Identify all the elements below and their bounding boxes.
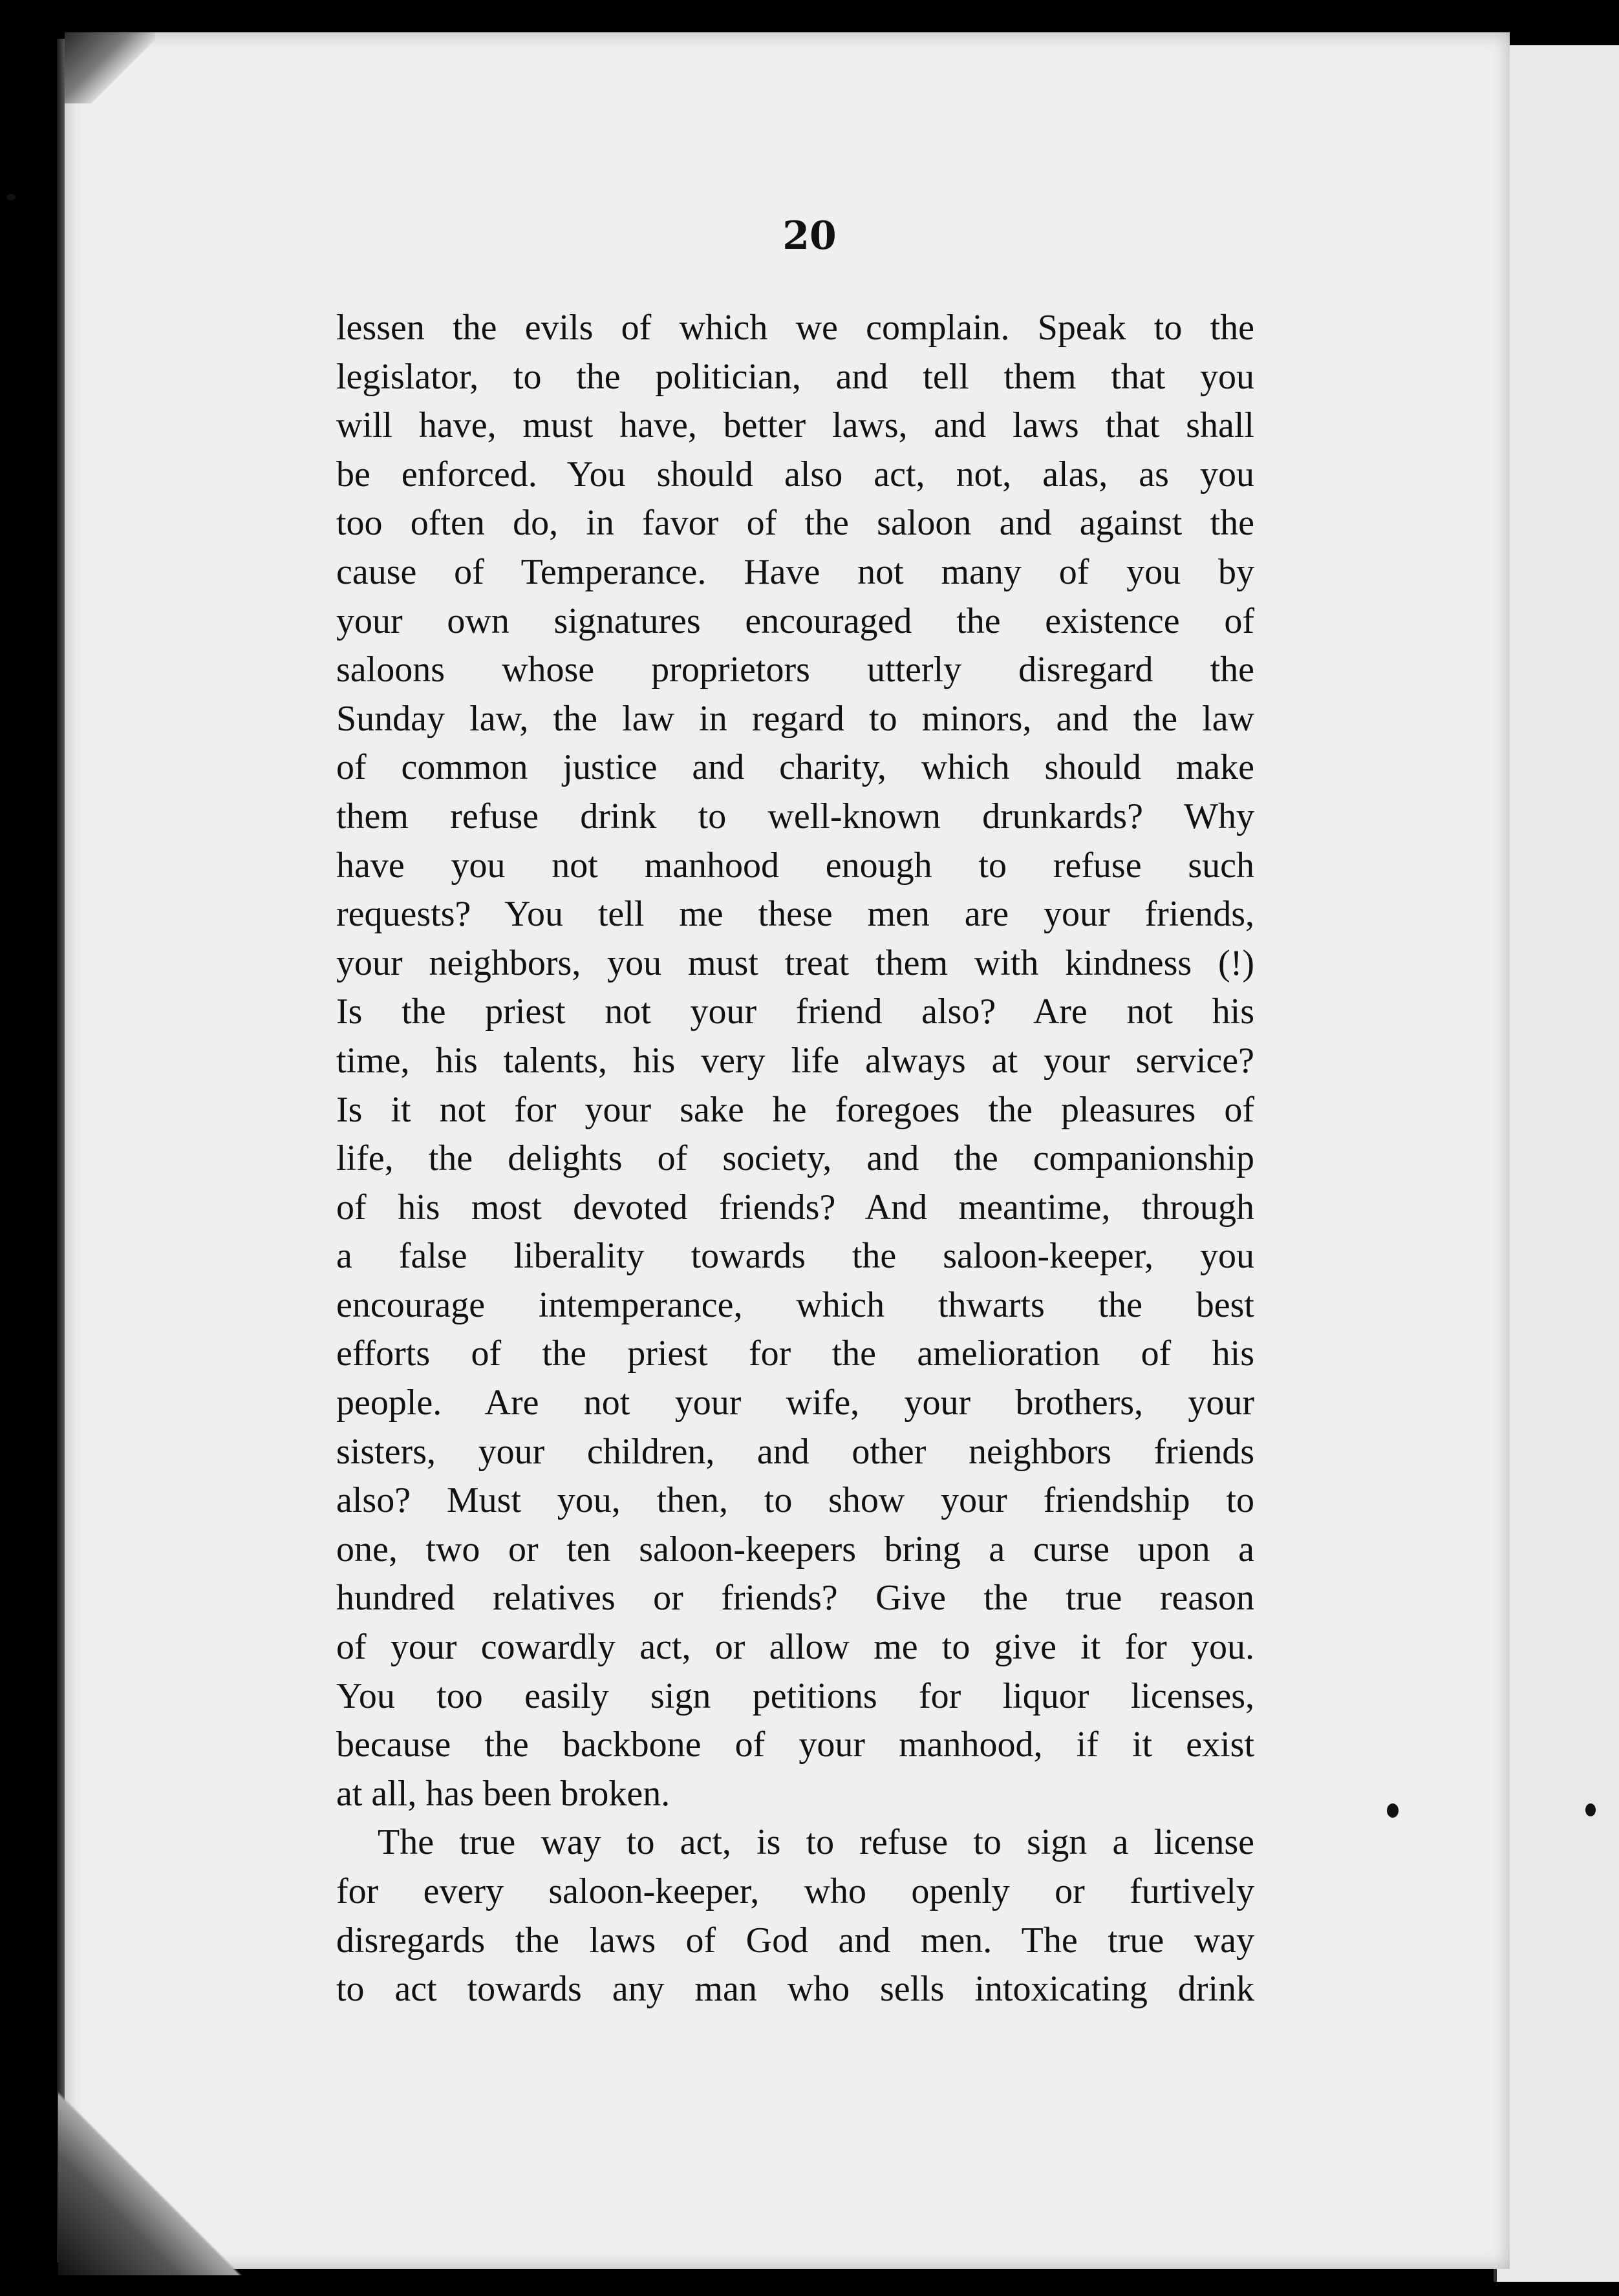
text-line: your neighbors, you must treat them with kindness (!) bbox=[336, 942, 1254, 983]
text-line: people. Are not your wife, your brothers, your bbox=[336, 1383, 1254, 1423]
text-line: encourage intemperance, which thwarts the best bbox=[336, 1284, 1254, 1325]
ink-speck bbox=[6, 194, 16, 200]
text-line: a false liberality towards the saloon-keeper, you bbox=[336, 1236, 1254, 1277]
text-line: life, the delights of society, and the companionship bbox=[336, 1138, 1254, 1179]
text-line: disregards the laws of God and men. The true way bbox=[336, 1920, 1254, 1961]
text-line: legislator, to the politician, and tell them that you bbox=[336, 356, 1254, 397]
ink-speck bbox=[1585, 1803, 1596, 1816]
folded-corner-bottom bbox=[58, 2068, 252, 2275]
text-line: Is it not for your sake he foregoes the pleasures of bbox=[336, 1089, 1254, 1130]
text-line: have you not manhood enough to refuse such bbox=[336, 845, 1254, 886]
text-line: at all, has been broken. bbox=[336, 1773, 670, 1814]
text-line: cause of Temperance. Have not many of you by bbox=[336, 551, 1254, 592]
text-line: of your cowardly act, or allow me to give it for you. bbox=[336, 1627, 1254, 1668]
text-line: Is the priest not your friend also? Are not his bbox=[336, 992, 1254, 1032]
text-line: also? Must you, then, to show your friendship to bbox=[336, 1480, 1254, 1521]
text-line: too often do, in favor of the saloon and against the bbox=[336, 503, 1254, 544]
text-line: of common justice and charity, which should make bbox=[336, 747, 1254, 788]
text-line: one, two or ten saloon-keepers bring a curse upon a bbox=[336, 1529, 1254, 1569]
text-line: time, his talents, his very life always at your service? bbox=[336, 1040, 1254, 1081]
text-line: lessen the evils of which we complain. Speak to the bbox=[336, 308, 1254, 348]
ink-speck bbox=[1387, 1803, 1399, 1818]
text-line: saloons whose proprietors utterly disregard the bbox=[336, 650, 1254, 690]
text-line: hundred relatives or friends? Give the true reason bbox=[336, 1578, 1254, 1619]
text-line: efforts of the priest for the amelioration of his bbox=[336, 1334, 1254, 1374]
text-line: Sunday law, the law in regard to minors, and the law bbox=[336, 698, 1254, 739]
text-line: be enforced. You should also act, not, alas, as you bbox=[336, 454, 1254, 494]
text-line: them refuse drink to well-known drunkards? Why bbox=[336, 796, 1254, 836]
text-line: your own signatures encouraged the existence of bbox=[336, 601, 1254, 641]
text-line: sisters, your children, and other neighbors friends bbox=[336, 1431, 1254, 1472]
text-line: You too easily sign petitions for liquor licenses, bbox=[336, 1675, 1254, 1716]
text-line: requests? You tell me these men are your friends, bbox=[336, 894, 1254, 935]
body-text bbox=[336, 304, 1254, 2014]
text-line: because the backbone of your manhood, if it exist bbox=[336, 1725, 1254, 1765]
text-line: to act towards any man who sells intoxicating drink bbox=[336, 1969, 1254, 2010]
facing-page-edge bbox=[1494, 45, 1619, 2282]
text-line: for every saloon-keeper, who openly or furtively bbox=[336, 1871, 1254, 1911]
folded-corner-top bbox=[65, 32, 155, 103]
text-line: will have, must have, better laws, and laws that shall bbox=[336, 405, 1254, 446]
text-line: of his most devoted friends? And meantime, through bbox=[336, 1187, 1254, 1228]
paragraph-1 bbox=[336, 304, 1254, 1818]
text-line: The true way to act, is to refuse to sign a license bbox=[378, 1822, 1254, 1863]
paragraph-2 bbox=[336, 1818, 1254, 2014]
page-number: 20 bbox=[782, 213, 837, 259]
